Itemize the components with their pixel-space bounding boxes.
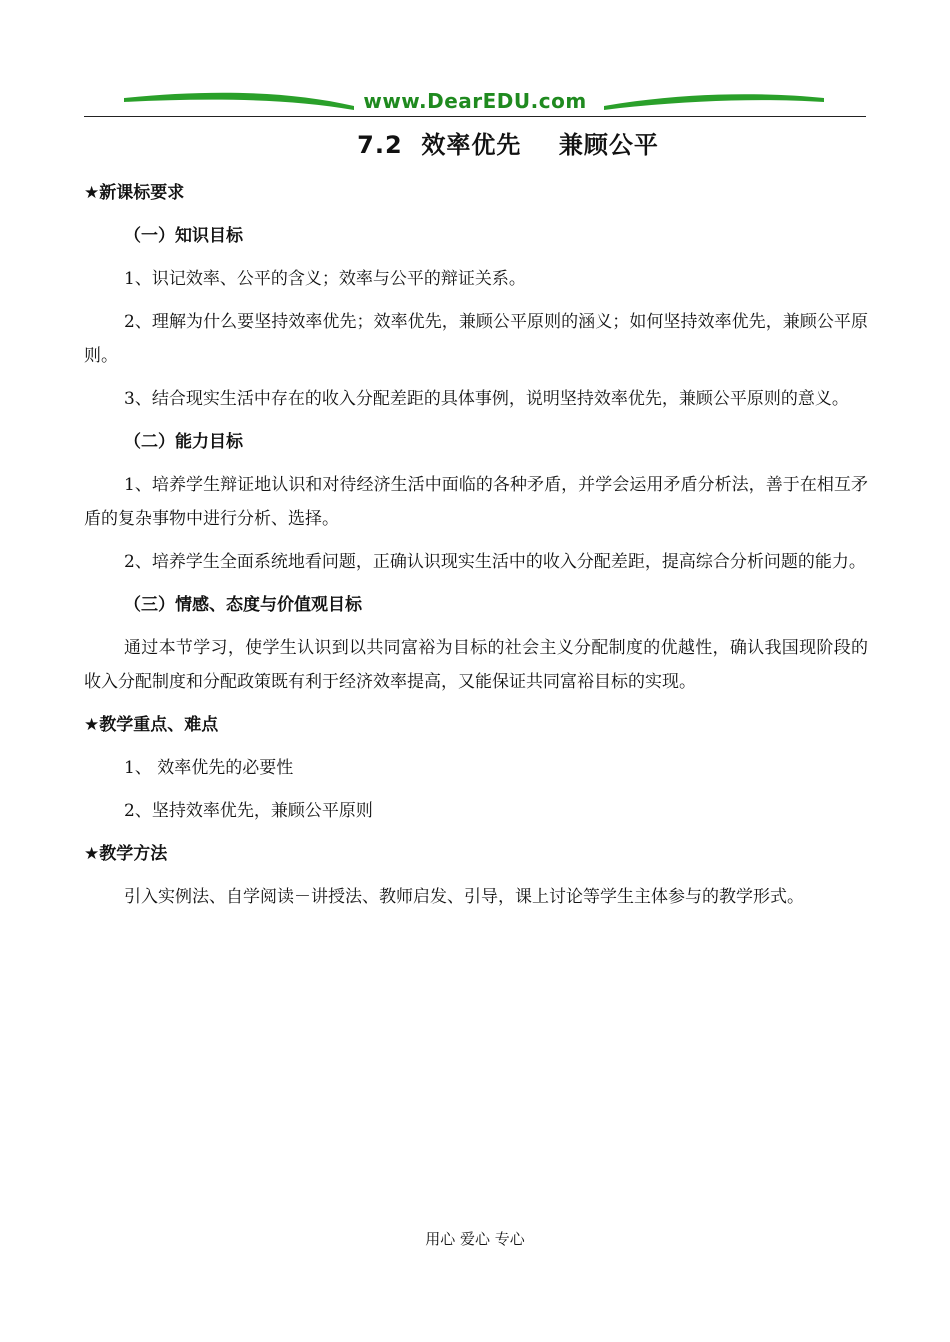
paragraph: 2、理解为什么要坚持效率优先；效率优先，兼顾公平原则的涵义；如何坚持效率优先，兼顾公平原则。 — [84, 312, 868, 366]
header-rule — [84, 116, 866, 117]
paragraph: 1、培养学生辩证地认识和对待经济生活中面临的各种矛盾，并学会运用矛盾分析法，善于在相互矛盾的复杂事物中进行分析、选择。 — [84, 475, 868, 529]
paragraph: 1、 效率优先的必要性 — [124, 758, 294, 778]
document-body — [84, 176, 868, 923]
page-header — [84, 88, 866, 120]
paragraph: 通过本节学习，使学生认识到以共同富裕为目标的社会主义分配制度的优越性，确认我国现阶段的收入分配制度和分配政策既有利于经济效率提高，又能保证共同富裕目标的实现。 — [84, 638, 868, 692]
paragraph: 2、坚持效率优先，兼顾公平原则 — [124, 801, 373, 821]
paragraph: 1、识记效率、公平的含义；效率与公平的辩证关系。 — [124, 269, 526, 289]
page-title: 7.2 效率优先 兼顾公平 — [357, 131, 659, 159]
section-heading: ★教学重点、难点 — [84, 715, 219, 735]
subsection-heading: （一）知识目标 — [124, 226, 243, 246]
section-heading: ★新课标要求 — [84, 183, 185, 203]
paragraph: 引入实例法、自学阅读－讲授法、教师启发、引导，课上讨论等学生主体参与的教学形式。 — [124, 887, 804, 907]
header-logo-text: www.DearEDU.com — [363, 89, 587, 113]
paragraph: 2、培养学生全面系统地看问题，正确认识现实生活中的收入分配差距，提高综合分析问题的能力。 — [124, 552, 866, 572]
subsection-heading: （三）情感、态度与价值观目标 — [124, 595, 362, 615]
subsection-heading: （二）能力目标 — [124, 432, 243, 452]
page-footer: 用心 爱心 专心 — [425, 1230, 525, 1248]
section-heading: ★教学方法 — [84, 844, 168, 864]
paragraph: 3、结合现实生活中存在的收入分配差距的具体事例，说明坚持效率优先，兼顾公平原则的意义。 — [124, 389, 849, 409]
